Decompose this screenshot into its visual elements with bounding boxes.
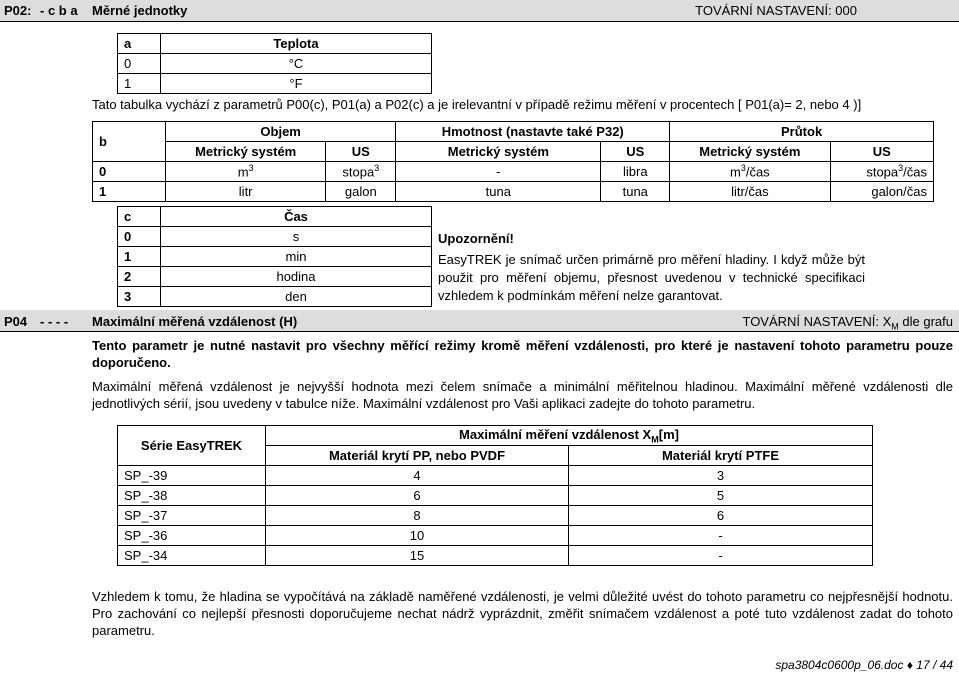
dist-row-ptfe: 5 (569, 486, 873, 506)
dist-col-pp: Materiál krytí PP, nebo PVDF (266, 446, 569, 466)
units-tuna-metric: tuna (396, 182, 601, 202)
dist-row-ptfe: - (569, 546, 873, 566)
units-litr-cas: litr/čas (670, 182, 830, 202)
p04-title: Maximální měřená vzdálenost (H) (92, 314, 298, 329)
dist-max-header: Maximální měření vzdálenost $X_M[m]$ (266, 426, 873, 446)
dist-row-series: SP_-39 (118, 466, 266, 486)
time-row-unit: hodina (161, 267, 432, 287)
time-row-unit: min (161, 247, 432, 267)
units-b-label: b (93, 122, 166, 162)
dist-row-pp: 8 (266, 506, 569, 526)
temperature-table (117, 33, 432, 94)
dist-row-pp: 6 (266, 486, 569, 506)
warning-text: EasyTREK je snímač určen primárně pro měření hladiny. I když může být použit pro měření objemu, přesnost uvedenou v technické specifikaci vzhledem k podmínkám měření nelze garantovat. (438, 252, 865, 303)
diamond-icon: ♦ (906, 658, 913, 672)
footer-doc: spa3804c0600p_06.doc (775, 658, 904, 672)
temp-row-unit: °F (161, 74, 432, 94)
temp-header-a: a (118, 34, 161, 54)
dist-row-ptfe: - (569, 526, 873, 546)
time-header-cas: Čas (161, 207, 432, 227)
distance-table (117, 425, 873, 566)
p04-code: P04 (4, 314, 28, 329)
p02-factory-setting: TOVÁRNÍ NASTAVENÍ: 000 (695, 3, 857, 18)
dist-row-series: SP_-38 (118, 486, 266, 506)
units-libra: libra (601, 162, 670, 182)
units-group-hmotnost: Hmotnost (nastavte také P32) (396, 122, 670, 142)
p02-vars: - c b a (40, 3, 78, 18)
units-mass-metric-dash: - (396, 162, 601, 182)
units-table (92, 121, 934, 202)
dist-row-ptfe: 6 (569, 506, 873, 526)
p02-title: Měrné jednotky (92, 3, 188, 18)
temp-header-teplota: Teplota (161, 34, 432, 54)
units-galon: galon (326, 182, 396, 202)
p02-note: Tato tabulka vychází z parametrů P00(c), P01(a) a P02(c) a je irelevantní v případě režimu měření v procentech [ P01(a)= 2, nebo 4 )] (92, 97, 862, 112)
units-stopa3: stopa$^3$ (326, 162, 396, 182)
units-sub-us: US (830, 142, 934, 162)
units-group-objem: Objem (166, 122, 396, 142)
time-row-unit: s (161, 227, 432, 247)
units-row1-key: 1 (93, 182, 166, 202)
temp-row-unit: °C (161, 54, 432, 74)
dist-row-ptfe: 3 (569, 466, 873, 486)
units-sub-metric: Metrický systém (670, 142, 830, 162)
units-m3: $m^3$ (166, 162, 326, 182)
p04-vars: - - - - (40, 314, 69, 329)
p04-factory-setting: TOVÁRNÍ NASTAVENÍ: $X_M$ dle grafu (742, 314, 953, 332)
units-sub-us: US (601, 142, 670, 162)
dist-row-pp: 15 (266, 546, 569, 566)
dist-row-series: SP_-34 (118, 546, 266, 566)
time-table (117, 206, 432, 307)
units-sub-metric: Metrický systém (166, 142, 326, 162)
units-group-prutok: Průtok (670, 122, 934, 142)
time-row-unit: den (161, 287, 432, 307)
footer (775, 658, 953, 672)
time-header-c: c (118, 207, 161, 227)
time-row-key: 3 (118, 287, 161, 307)
dist-series-header: Série EasyTREK (118, 426, 266, 466)
units-litr: litr (166, 182, 326, 202)
footer-page: 17 / 44 (916, 658, 953, 672)
dist-col-ptfe: Materiál krytí PTFE (569, 446, 873, 466)
dist-row-pp: 4 (266, 466, 569, 486)
p04-para3: Vzhledem k tomu, že hladina se vypočítává na základě naměřené vzdálenosti, je velmi důležité uvést do tohoto parametru co nejpřesnější hodnotu. Pro zachování co nejlepší přesnosti doporučujeme nechat nádrž vyprázdnit, změřit snímačem vzdálenost a poté tuto vzdálenost zadat do tohoto parametru. (92, 589, 953, 638)
dist-row-series: SP_-37 (118, 506, 266, 526)
units-sub-metric: Metrický systém (396, 142, 601, 162)
p04-para1: Tento parametr je nutné nastavit pro všechny měřící režimy kromě měření vzdálenosti, pro které je nastavení tohoto parametru pouze doporučeno. (92, 338, 953, 370)
units-galon-cas: galon/čas (830, 182, 934, 202)
p02-code: P02: (4, 3, 32, 18)
time-row-key: 1 (118, 247, 161, 267)
p04-para2: Maximální měřená vzdálenost je nejvyšší hodnota mezi čelem snímače a minimální měřitelnou hladinou. Maximální měřené vzdálenosti dle jednotlivých sérií, jsou uvedeny v tabulce níže. Maximální vzdálenost pro Vaši aplikaci zadejte do tohoto parametru. (92, 379, 953, 411)
time-row-key: 2 (118, 267, 161, 287)
dist-row-series: SP_-36 (118, 526, 266, 546)
units-sub-us: US (326, 142, 396, 162)
units-row0-key: 0 (93, 162, 166, 182)
temp-row-key: 1 (118, 74, 161, 94)
units-m3-cas: $m^3$/čas (670, 162, 830, 182)
units-tuna-us: tuna (601, 182, 670, 202)
time-row-key: 0 (118, 227, 161, 247)
dist-row-pp: 10 (266, 526, 569, 546)
temp-row-key: 0 (118, 54, 161, 74)
warning-title: Upozornění! (438, 231, 514, 246)
units-stopa3-cas: stopa$^3$/čas (830, 162, 934, 182)
